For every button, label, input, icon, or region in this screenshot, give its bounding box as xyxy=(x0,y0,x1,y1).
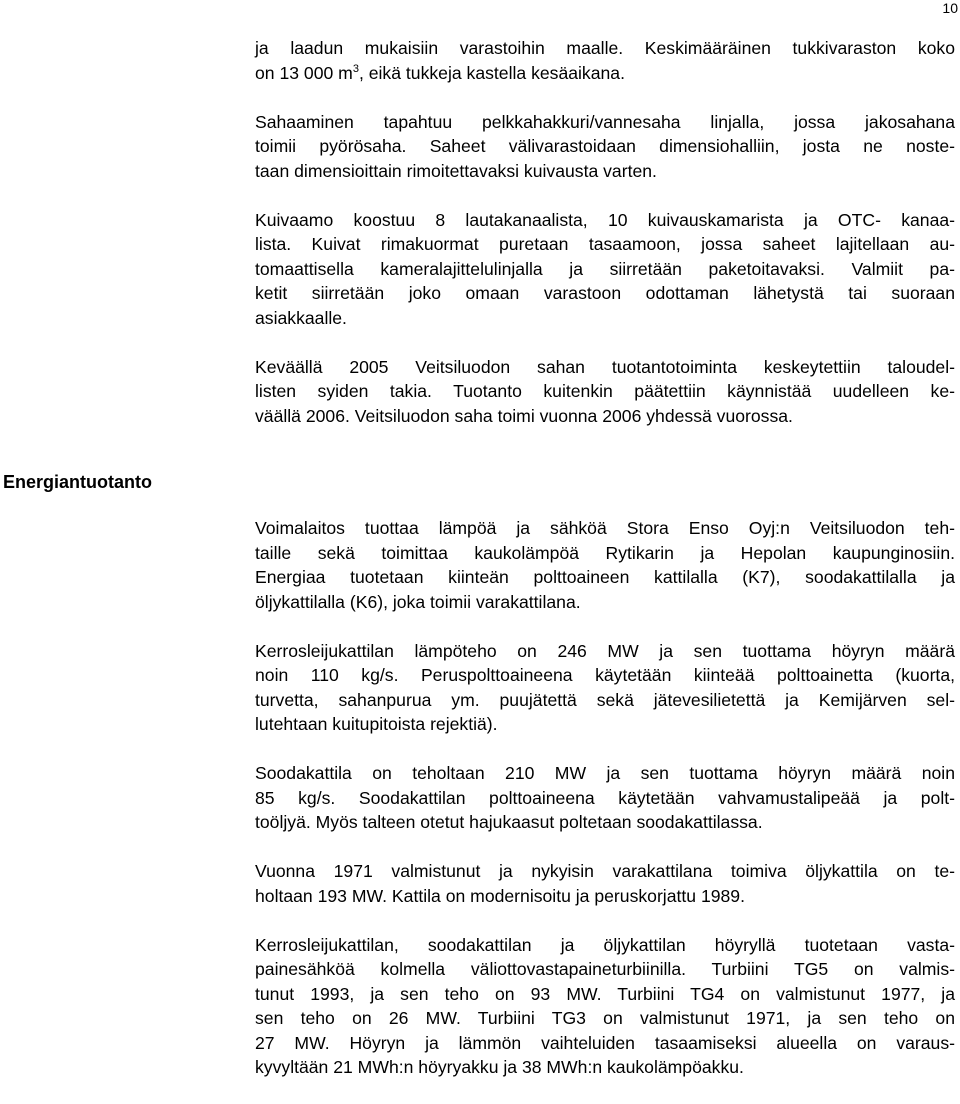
intro-text-block xyxy=(255,36,955,453)
paragraph xyxy=(255,761,955,835)
text-line: turvetta, sahanpurua ym. puujätettä sekä jätevesilietettä ja Kemijärven sel- xyxy=(255,689,955,710)
text-line: ketit siirretään joko omaan varastoon odottaman lähetystä tai suoraan xyxy=(255,283,955,303)
paragraph xyxy=(255,516,955,614)
text-line xyxy=(255,61,955,86)
text-line: holtaan 193 MW. Kattila on modernisoitu ja peruskorjattu 1989. xyxy=(255,885,745,906)
text-line: lutehtaan kuitupitoista rejektiä). xyxy=(255,714,498,734)
paragraph xyxy=(255,933,955,1080)
text-line: Energiaa tuotetaan kiinteän polttoaineen kattilalla (K7), soodakattilalla ja xyxy=(255,567,955,587)
paragraph xyxy=(255,110,955,184)
paragraph xyxy=(255,355,955,429)
text-line: toöljyä. Myös talteen otetut hajukaasut poltetaan soodakattilassa. xyxy=(255,812,763,832)
text-line: väällä 2006. Veitsiluodon saha toimi vuonna 2006 yhdessä vuorossa. xyxy=(255,405,793,426)
text-line: Vuonna 1971 valmistunut ja nykyisin varakattilana toimiva öljykattila on te- xyxy=(255,861,955,881)
paragraph xyxy=(255,639,955,737)
text-line: öljykattilalla (K6), joka toimii varakattilana. xyxy=(255,591,581,612)
text-line: noin 110 kg/s. Peruspolttoaineena käytetään kiinteää polttoainetta (kuorta, xyxy=(255,665,955,685)
text-line: toimii pyörösaha. Saheet välivarastoidaan dimensiohalliin, josta ne noste- xyxy=(255,136,955,156)
text-line: listen syiden takia. Tuotanto kuitenkin päätettiin käynnistää uudelleen ke- xyxy=(255,381,955,401)
page-number: 10 xyxy=(942,0,958,16)
text-line: asiakkaalle. xyxy=(255,307,347,328)
text-line: Sahaaminen tapahtuu pelkkahakkuri/vannesaha linjalla, jossa jakosahana xyxy=(255,111,955,132)
text-line: Voimalaitos tuottaa lämpöä ja sähköä Stora Enso Oyj:n Veitsiluodon teh- xyxy=(255,518,955,538)
text-line: lista. Kuivat rimakuormat puretaan tasaamoon, jossa saheet lajitellaan au- xyxy=(255,234,955,254)
text-line: 85 kg/s. Soodakattilan polttoaineena käytetään vahvamustalipeää ja polt- xyxy=(255,787,955,808)
superscript: 3 xyxy=(352,62,359,75)
text-line: taille sekä toimittaa kaukolämpöä Rytikarin ja Hepolan kaupunginosiin. xyxy=(255,542,955,563)
text-line: Kerrosleijukattilan lämpöteho on 246 MW ja sen tuottama höyryn määrä xyxy=(255,640,955,661)
text-line: kyvyltään 21 MWh:n höyryakku ja 38 MWh:n kaukolämpöakku. xyxy=(255,1057,744,1077)
text-line: Keväällä 2005 Veitsiluodon sahan tuotantotoiminta keskeytettiin taloudel- xyxy=(255,356,955,377)
text-line: sen teho on 26 MW. Turbiini TG3 on valmistunut 1971, ja sen teho on xyxy=(255,1008,955,1028)
paragraph xyxy=(255,36,955,85)
text-line: painesähköä kolmella väliottovastapaineturbiinilla. Turbiini TG5 on valmis- xyxy=(255,959,955,979)
text-line: Kerrosleijukattilan, soodakattilan ja öljykattilan höyryllä tuotetaan vasta- xyxy=(255,934,955,955)
text-line: 27 MW. Höyryn ja lämmön vaihteluiden tasaamiseksi alueella on varaus- xyxy=(255,1032,955,1053)
section-heading: Energiantuotanto xyxy=(3,472,152,492)
paragraph xyxy=(255,859,955,908)
text-fragment: on 13 000 m xyxy=(255,62,353,83)
text-line: Soodakattila on teholtaan 210 MW ja sen tuottama höyryn määrä noin xyxy=(255,763,955,783)
text-line: taan dimensioittain rimoitettavaksi kuivausta varten. xyxy=(255,160,657,181)
text-line: tunut 1993, ja sen teho on 93 MW. Turbiini TG4 on valmistunut 1977, ja xyxy=(255,983,955,1004)
energy-section-text-block xyxy=(255,516,955,1104)
paragraph xyxy=(255,208,955,331)
text-fragment: , eikä tukkeja kastella kesäaikana. xyxy=(358,62,625,83)
text-line: ja laadun mukaisiin varastoihin maalle. Keskimääräinen tukkivaraston koko xyxy=(255,38,955,58)
text-line: Kuivaamo koostuu 8 lautakanaalista, 10 kuivauskamarista ja OTC- kanaa- xyxy=(255,209,955,230)
text-line: tomaattisella kameralajittelulinjalla ja siirretään paketoitavaksi. Valmiit pa- xyxy=(255,258,955,279)
